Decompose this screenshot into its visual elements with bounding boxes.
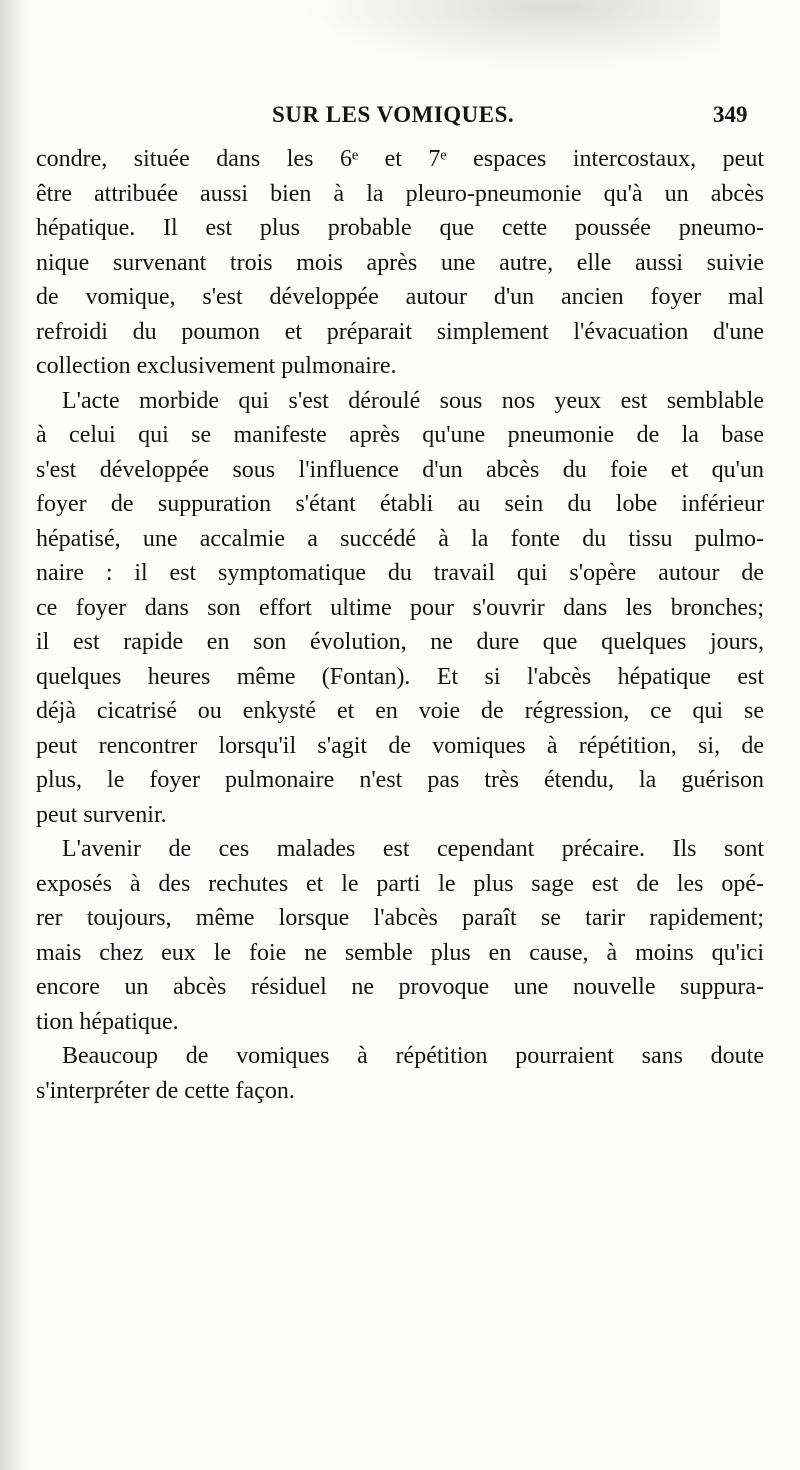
text-line: L'acte morbide qui s'est déroulé sous nos yeux est semblable [62, 387, 764, 414]
text-line: ce foyer dans son effort ultime pour s'ouvrir dans les bronches; [36, 594, 764, 621]
text-line: déjà cicatrisé ou enkysté et en voie de régression, ce qui se [36, 698, 764, 724]
text-line: rer toujours, même lorsque l'abcès paraît se tarir rapidement; [36, 905, 764, 931]
text-line: s'interpréter de cette façon. [36, 1077, 295, 1104]
body-text [36, 142, 764, 1108]
text-line: à celui qui se manifeste après qu'une pneumonie de la base [36, 422, 764, 448]
text-line: peut survenir. [36, 801, 167, 828]
text-line: condre, située dans les 6ᵉ et 7ᵉ espaces intercostaux, peut [36, 146, 764, 172]
text-line: exposés à des rechutes et le parti le plus sage est de les opé- [36, 870, 764, 897]
paragraph [36, 142, 764, 384]
text-line: de vomique, s'est développée autour d'un ancien foyer mal [36, 284, 764, 310]
text-line: peut rencontrer lorsqu'il s'agit de vomiques à répétition, si, de [36, 732, 764, 759]
text-line: collection exclusivement pulmonaire. [36, 353, 397, 379]
text-line: L'avenir de ces malades est cependant précaire. Ils sont [62, 836, 764, 862]
text-line: quelques heures même (Fontan). Et si l'abcès hépatique est [36, 663, 764, 690]
scan-edge-shadow [0, 0, 28, 1470]
page-header [0, 102, 800, 134]
text-line: nique survenant trois mois après une autre, elle aussi suivie [36, 249, 764, 276]
text-line: refroidi du poumon et préparait simplement l'évacuation d'une [36, 318, 764, 345]
text-line: naire : il est symptomatique du travail qui s'opère autour de [36, 560, 764, 586]
running-title: SUR LES VOMIQUES. [272, 102, 515, 127]
text-line: plus, le foyer pulmonaire n'est pas très étendu, la guérison [36, 767, 764, 793]
text-line: foyer de suppuration s'étant établi au sein du lobe inférieur [36, 491, 764, 517]
text-line: Beaucoup de vomiques à répétition pourraient sans doute [62, 1043, 764, 1069]
text-line: encore un abcès résiduel ne provoque une nouvelle suppura- [36, 974, 764, 1000]
paragraph [36, 832, 764, 1039]
text-line: mais chez eux le foie ne semble plus en cause, à moins qu'ici [36, 939, 764, 966]
paragraph [36, 384, 764, 833]
page-number: 349 [713, 102, 748, 127]
text-line: tion hépatique. [36, 1008, 179, 1035]
text-line: être attribuée aussi bien à la pleuro-pneumonie qu'à un abcès [36, 180, 764, 207]
scan-smudge [300, 0, 720, 70]
text-line: hépatique. Il est plus probable que cette poussée pneumo- [36, 215, 764, 241]
text-line: s'est développée sous l'influence d'un abcès du foie et qu'un [36, 456, 764, 483]
text-line: hépatisé, une accalmie a succédé à la fonte du tissu pulmo- [36, 525, 764, 552]
text-line: il est rapide en son évolution, ne dure que quelques jours, [36, 629, 764, 655]
paragraph [36, 1039, 764, 1108]
